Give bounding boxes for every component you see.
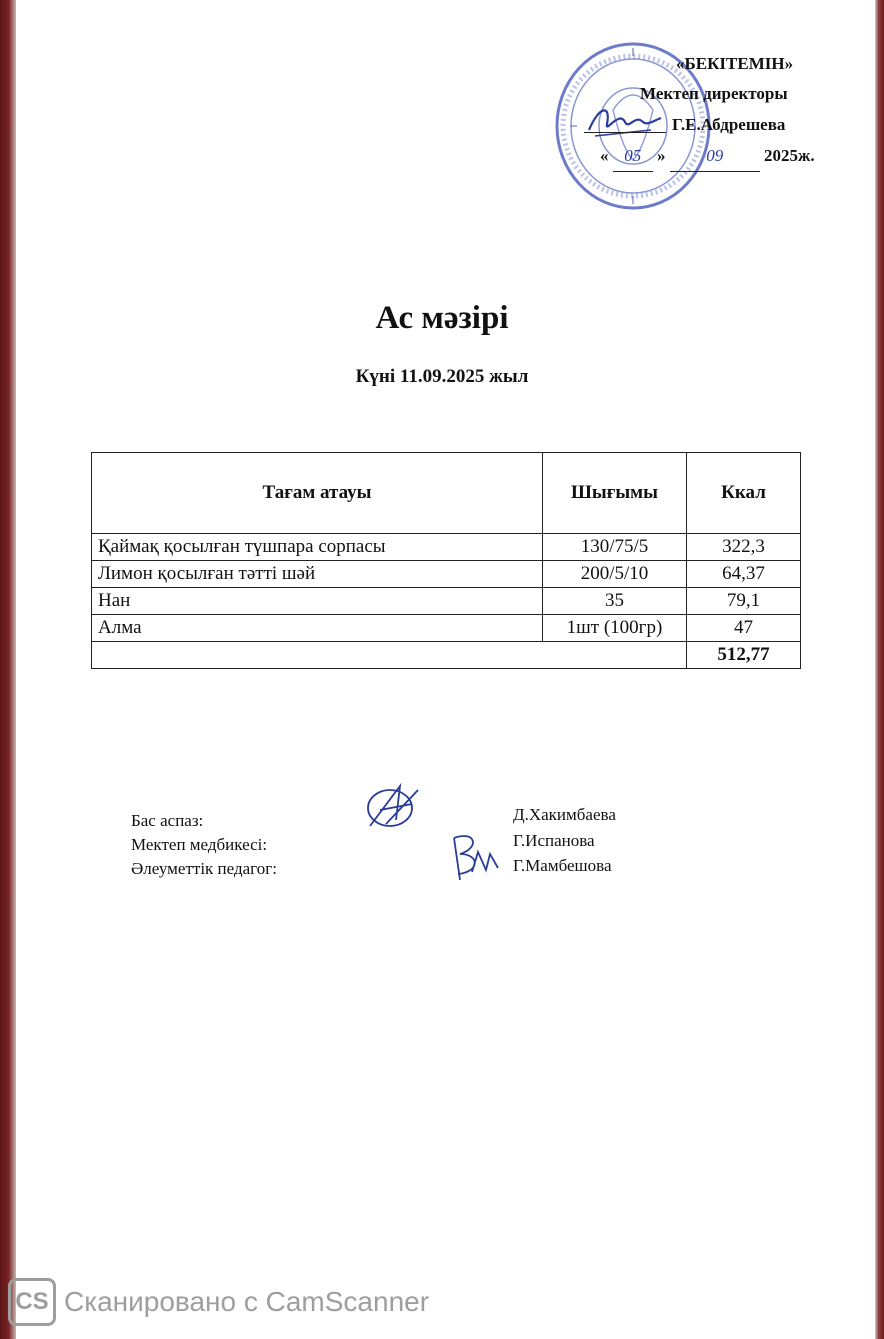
column-header-dish: Тағам атауы (92, 453, 543, 534)
signature-role: Мектеп медбикесі: (131, 835, 268, 854)
dish-name: Алма (92, 615, 543, 642)
dish-kcal: 79,1 (687, 588, 801, 615)
signature-name: Д.Хакимбаева (513, 805, 616, 824)
paper-sheet (16, 0, 875, 1339)
approval-heading: «БЕКІТЕМІН» (676, 54, 794, 73)
dish-name: Лимон қосылған тәтті шәй (92, 561, 543, 588)
approval-date (600, 140, 815, 172)
table-row (92, 615, 801, 642)
dish-name: Қаймақ қосылған түшпара сорпасы (92, 534, 543, 561)
approval-director-name: Г.Е.Абдрешева (672, 115, 786, 134)
scan-edge-left (0, 0, 16, 1339)
dish-yield: 35 (543, 588, 687, 615)
signature-role: Бас аспаз: (131, 811, 204, 830)
table-total-row (92, 642, 801, 669)
table-row (92, 588, 801, 615)
page-title: Ас мәзірі (375, 300, 509, 336)
date-month: 09 (670, 140, 760, 172)
approval-position: Мектеп директоры (640, 84, 788, 103)
camscanner-watermark (8, 1278, 429, 1326)
dish-yield: 130/75/5 (543, 534, 687, 561)
table-header-row (92, 453, 801, 534)
scan-edge-right (875, 0, 884, 1339)
nurse-signature-icon (446, 828, 504, 884)
page-subtitle: Күні 11.09.2025 жыл (355, 366, 529, 387)
signature-role: Әлеуметтік педагог: (131, 859, 277, 878)
dish-name: Нан (92, 588, 543, 615)
chef-signature-icon (360, 780, 424, 832)
dish-kcal: 322,3 (687, 534, 801, 561)
date-open-quote: « (600, 146, 609, 165)
watermark-text: Сканировано с CamScanner (64, 1286, 430, 1317)
date-day: 05 (613, 140, 653, 172)
total-kcal: 512,77 (687, 642, 801, 669)
date-year: 2025ж. (764, 146, 815, 165)
table-row (92, 534, 801, 561)
approval-signature-line (584, 132, 666, 133)
dish-yield: 200/5/10 (543, 561, 687, 588)
table-row (92, 561, 801, 588)
date-close-quote: » (657, 146, 666, 165)
dish-kcal: 47 (687, 615, 801, 642)
column-header-yield: Шығымы (543, 453, 687, 534)
column-header-kcal: Ккал (687, 453, 801, 534)
dish-kcal: 64,37 (687, 561, 801, 588)
dish-yield: 1шт (100гр) (543, 615, 687, 642)
signature-name: Г.Мамбешова (513, 856, 612, 875)
camscanner-logo-icon: CS (8, 1278, 56, 1326)
signature-name: Г.Испанова (513, 831, 595, 850)
total-label-cell (92, 642, 687, 669)
menu-table (91, 452, 801, 669)
